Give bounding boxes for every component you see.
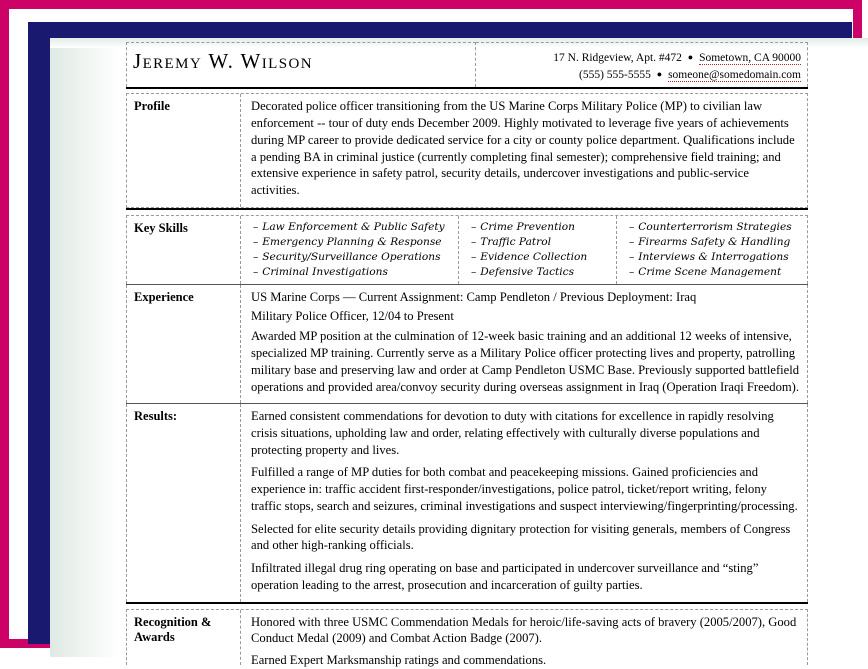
skill-label: Traffic Patrol bbox=[480, 235, 551, 248]
resume-document bbox=[126, 42, 808, 668]
skill-label: Crime Scene Management bbox=[638, 265, 782, 278]
dash-bullet-icon: – bbox=[471, 265, 477, 278]
section-label-experience: Experience bbox=[127, 285, 241, 403]
page-edge-shading-left bbox=[50, 38, 120, 657]
dash-bullet-icon: – bbox=[629, 265, 635, 278]
skill-item bbox=[629, 250, 803, 265]
skill-item bbox=[253, 265, 454, 280]
skill-label: Defensive Tactics bbox=[480, 265, 575, 278]
contact-cell bbox=[476, 42, 808, 87]
skill-label: Law Enforcement & Public Safety bbox=[262, 220, 445, 233]
results-paragraph: Infiltrated illegal drug ring operating on base and participated in undercover surveillance and “sting” operation leading to the arrest, prosecution and incarceration of guilty parties. bbox=[251, 561, 759, 592]
results-paragraph: Fulfilled a range of MP duties for both combat and peacekeeping missions. Gained proficiencies and experience in: traffic accident first-responder/investigations, police patrol, ticket/report writing, felony traffic stops, search and seizures, criminal investigations and suspect interviewing/fingerprinting/processing. bbox=[251, 465, 798, 513]
skill-label: Criminal Investigations bbox=[262, 265, 388, 278]
skill-label: Interviews & Interrogations bbox=[638, 250, 789, 263]
phone-number: (555) 555-5555 bbox=[579, 68, 651, 81]
recognition-paragraph-clipped bbox=[251, 652, 800, 668]
section-label-results: Results: bbox=[127, 404, 241, 601]
resume-page bbox=[50, 38, 868, 668]
dash-bullet-icon: – bbox=[471, 235, 477, 248]
results-paragraph: Selected for elite security details providing dignitary protection for visiting generals, members of Congress and other high-ranking officials. bbox=[251, 521, 791, 553]
skill-label: Crime Prevention bbox=[480, 220, 575, 233]
dash-bullet-icon: – bbox=[253, 265, 259, 278]
skill-label: Security/Surveillance Operations bbox=[262, 250, 441, 263]
employer-line: US Marine Corps — Current Assignment: Camp Pendleton / Previous Deployment: Iraq bbox=[251, 289, 697, 304]
resume-header bbox=[126, 42, 808, 89]
skill-item bbox=[253, 250, 454, 265]
city-state-zip: Sometown, CA 90000 bbox=[699, 52, 801, 64]
skill-item bbox=[471, 220, 612, 235]
skill-item bbox=[471, 235, 612, 250]
street-address: 17 N. Ridgeview, Apt. #472 bbox=[553, 52, 682, 64]
skill-label: Evidence Collection bbox=[480, 250, 588, 263]
section-body-results bbox=[241, 404, 807, 601]
section-results bbox=[126, 404, 808, 601]
skill-item bbox=[471, 265, 612, 280]
skill-item bbox=[629, 235, 803, 250]
contact-address-line bbox=[476, 50, 801, 67]
dash-bullet-icon: – bbox=[471, 250, 477, 263]
section-key-skills bbox=[126, 215, 808, 284]
email-address: someone@somedomain.com bbox=[668, 68, 801, 81]
section-experience bbox=[126, 285, 808, 403]
section-body-experience bbox=[241, 285, 807, 403]
bullet-separator-icon: ● bbox=[656, 68, 663, 79]
section-recognition-awards bbox=[126, 609, 808, 668]
contact-phone-line bbox=[476, 67, 801, 84]
job-title-line: Military Police Officer, 12/04 to Present bbox=[251, 308, 454, 323]
section-label-profile: Profile bbox=[127, 94, 241, 206]
experience-paragraph: Awarded MP position at the culmination of 12-week basic training and an additional 12 weeks of intensive, specialized MP training. Currently serve as a Military Police officer protecting lives and property, patrolling military base and preserving law and order at Camp Pendleton USMC Base. Previously supported battlefield operations and provided area/convoy security during overseas assignment in Iraq (Operation Iraqi Freedom). bbox=[251, 329, 800, 394]
dash-bullet-icon: – bbox=[471, 220, 477, 233]
dash-bullet-icon: – bbox=[253, 250, 259, 263]
dash-bullet-icon: – bbox=[629, 250, 635, 263]
bullet-separator-icon: ● bbox=[687, 52, 694, 62]
results-paragraph: Earned consistent commendations for devotion to duty with citations for excellence in rapidly resolving crisis situations, upholding law and order, relating effectively with culturally diverse populations and protecting property and lives. bbox=[251, 409, 774, 457]
dash-bullet-icon: – bbox=[253, 220, 259, 233]
decorative-inner-frame bbox=[28, 22, 852, 668]
section-label-key-skills: Key Skills bbox=[127, 216, 241, 284]
section-body-profile bbox=[241, 94, 807, 206]
section-label-recognition-awards: Recognition & Awards bbox=[127, 610, 241, 665]
profile-paragraph: Decorated police officer transitioning from the US Marine Corps Military Police (MP) to civilian law enforcement -- tour of duty ends December 2009. Highly motivated to leverage five years of achievements during MP career to provide dedicated service for a city or county police department. Qualifications include a pending BA in criminal justice (currently completing final semester); comprehensive field training; and extensive experience in safety patrol, security details, undercover investigations and public-service activities. bbox=[251, 99, 795, 198]
skill-item bbox=[253, 220, 454, 235]
skill-label: Emergency Planning & Response bbox=[262, 235, 442, 248]
key-skills-column-3 bbox=[617, 216, 807, 284]
recognition-paragraph: Honored with three USMC Commendation Medals for heroic/life-saving acts of bravery (2005/2007), Good Conduct Medal (2009) and Combat Action Badge (2007). bbox=[251, 614, 797, 646]
skill-item bbox=[471, 250, 612, 265]
key-skills-columns bbox=[241, 216, 807, 284]
dash-bullet-icon: – bbox=[629, 235, 635, 248]
name-cell bbox=[126, 42, 476, 87]
skill-item bbox=[629, 220, 803, 235]
skill-label: Counterterrorism Strategies bbox=[638, 220, 792, 233]
dash-bullet-icon: – bbox=[253, 235, 259, 248]
dash-bullet-icon: – bbox=[629, 220, 635, 233]
section-profile bbox=[126, 93, 808, 207]
skill-item bbox=[629, 265, 803, 280]
skill-label: Firearms Safety & Handling bbox=[638, 235, 791, 248]
recognition-paragraph: Earned Expert Marksmanship ratings and commendations. bbox=[251, 653, 547, 668]
candidate-name: Jeremy W. Wilson bbox=[133, 49, 313, 73]
section-body-recognition-awards bbox=[241, 610, 807, 668]
key-skills-column-2 bbox=[459, 216, 617, 284]
skill-item bbox=[253, 235, 454, 250]
experience-entry-heading bbox=[251, 289, 800, 324]
key-skills-column-1 bbox=[241, 216, 459, 284]
frame-white-gap bbox=[9, 9, 853, 668]
